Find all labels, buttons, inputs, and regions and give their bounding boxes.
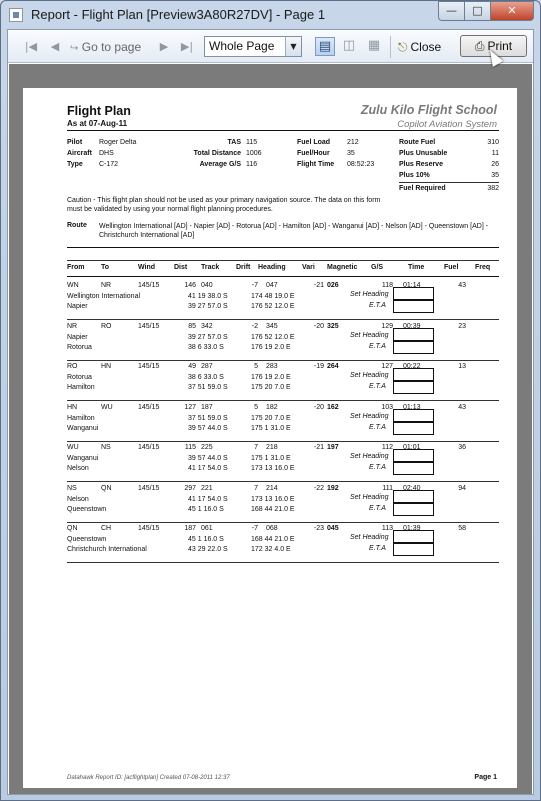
leg-from-latitude: 38 6 33.0 S [188,374,224,381]
set-heading-label: Set Heading [350,453,389,460]
leg-fuel: 58 [458,525,466,532]
leg-gs: 129 [381,322,393,330]
report-date: As at 07-Aug-11 [67,119,128,128]
set-heading-box [393,530,434,543]
col-header-from: From [67,264,85,271]
leg-from: HN [67,403,78,411]
type-label: Type [67,161,83,168]
minimize-button[interactable]: — [438,1,464,21]
footer-report-id: Datahawk Report ID: [acflightplan] Created 07-08-2011 12:37 [67,775,230,781]
leg-from-latitude: 41 17 54.0 S [188,495,228,503]
leg-from-longitude: 173 13 16.0 E [251,495,295,503]
leg-dist: 115 [184,444,196,451]
leg-from-name: Rotorua [67,374,92,381]
col-header-wind: Wind [138,264,156,271]
leg-drift: 7 [254,484,258,492]
leg-drift: 5 [254,403,258,411]
leg-wind: 145/15 [138,363,160,370]
aircraft-label: Aircraft [67,150,92,157]
leg-dist: 187 [184,525,196,532]
route-label: Route [67,222,87,229]
leg-track: 225 [201,444,213,451]
leg-from: WN [67,282,79,289]
window-title: Report - Flight Plan [Preview3A80R27DV] - Page 1 [31,7,326,22]
leg-wind: 145/15 [138,322,160,330]
leg-to-name: Wanganui [67,424,99,432]
leg-drift: -7 [251,525,258,532]
set-heading-label: Set Heading [350,291,389,298]
table-row [23,525,517,567]
eta-box [393,422,434,435]
tas-value: 115 [246,139,258,146]
leg-wind: 145/15 [138,403,160,411]
caution-text: Caution - This flight plan should not be used as your primary navigation source. The data on this form must be validated by using your normal flight planning procedures. [67,197,381,213]
leg-heading: 068 [266,525,278,532]
leg-gs: 112 [381,444,393,451]
plus-ten-percent-label: Plus 10% [399,172,430,179]
flight-time-label: Flight Time [297,161,335,168]
aircraft-value: DHS [99,150,114,157]
eta-label: E.T.A [369,423,386,431]
leg-dist: 297 [184,484,196,492]
leg-to: QN [101,484,112,492]
leg-from: RO [67,363,78,370]
preview-viewport[interactable] [9,64,532,794]
printer-icon: ⎙ [474,39,485,53]
chevron-down-icon: ▼ [285,37,301,56]
leg-vari: -19 [313,363,324,370]
leg-drift: -7 [251,282,258,289]
eta-box [393,300,434,313]
leg-to: NS [101,444,111,451]
set-heading-label: Set Heading [350,372,389,379]
leg-wind: 145/15 [138,525,160,532]
col-header-vari: Vari [302,264,315,271]
set-heading-box [393,490,434,503]
leg-from-longitude: 168 44 21.0 E [251,536,295,543]
title-bar[interactable] [1,1,540,29]
leg-to-latitude: 38 6 33.0 S [188,343,224,351]
leg-time: 01:14 [403,282,421,289]
school-name: Zulu Kilo Flight School [360,103,497,117]
set-heading-label: Set Heading [350,331,389,339]
leg-from: QN [67,525,78,532]
leg-fuel: 36 [458,444,466,451]
leg-from-latitude: 45 1 16.0 S [188,536,224,543]
set-heading-box [393,409,434,422]
leg-track: 061 [201,525,213,532]
leg-dist: 146 [184,282,196,289]
leg-drift: -2 [251,322,258,330]
plus-reserve-label: Plus Reserve [399,161,443,168]
print-button-label: Print [487,39,513,53]
average-gs-value: 116 [246,161,258,168]
plus-unusable-value: 11 [491,150,499,157]
door-exit-icon: ⎋ [398,40,408,54]
leg-to-latitude: 43 29 22.0 S [188,546,228,553]
toolbar-separator [390,36,391,58]
row-rule [67,562,499,563]
total-distance-label: Total Distance [193,150,241,157]
leg-heading: 214 [266,484,278,492]
leg-dist: 85 [188,322,196,330]
leg-magnetic: 192 [327,484,339,492]
leg-from-name: Queenstown [67,536,107,543]
leg-track: 221 [201,484,213,492]
leg-time: 00:22 [403,363,421,370]
leg-to-longitude: 173 13 16.0 E [251,465,295,472]
leg-to-longitude: 175 20 7.0 E [251,384,291,391]
leg-from-latitude: 41 19 38.0 S [188,293,228,300]
leg-to-latitude: 41 17 54.0 S [188,465,228,472]
leg-from-latitude: 39 57 44.0 S [188,455,228,462]
window-controls [438,1,534,21]
row-rule [67,441,499,442]
fuel-hour-label: Fuel/Hour [297,150,330,157]
plus-reserve-value: 26 [491,161,499,168]
go-to-page-button[interactable] [70,37,141,57]
leg-from: NR [67,322,78,330]
leg-magnetic: 045 [327,525,339,532]
table-rule [67,260,499,261]
leg-to-latitude: 45 1 16.0 S [188,505,224,513]
set-heading-label: Set Heading [350,493,389,501]
go-to-page-icon: ↪ [70,43,79,54]
route-value: Wellington International [AD] - Napier [AD] - Rotorua [AD] - Hamilton [AD] - Wanganui [AD] - Nelson [AD] - Queenstown [AD] - Christchurch International [AD] [99,223,489,239]
leg-to: RO [101,322,112,330]
eta-label: E.T.A [369,545,386,552]
leg-fuel: 13 [458,363,466,370]
row-rule [67,400,499,401]
leg-to-name: Queenstown [67,505,107,513]
two-page-view-icon[interactable]: ◫ [342,38,356,53]
col-header-heading: Heading [258,264,286,271]
client-area [7,29,534,795]
plus-unusable-label: Plus Unusable [399,150,448,157]
leg-from-latitude: 37 51 59.0 S [188,414,228,422]
leg-heading: 345 [266,322,278,330]
leg-drift: 5 [254,363,258,370]
leg-to-name: Napier [67,303,88,310]
leg-from-latitude: 39 27 57.0 S [188,333,228,341]
set-heading-box [393,328,434,341]
preview-toolbar [8,30,533,63]
table-row [23,485,517,527]
table-top-rule [67,247,499,248]
leg-to-name: Rotorua [67,343,92,351]
col-header-to: To [101,264,110,271]
col-header-time: Time [408,264,425,271]
leg-vari: -20 [313,322,324,330]
close-button-label: Close [410,40,442,54]
leg-time: 01:13 [403,403,421,411]
leg-to: WU [101,403,113,411]
leg-vari: -20 [313,403,324,411]
eta-box [393,341,434,354]
leg-wind: 145/15 [138,282,160,289]
leg-vari: -21 [313,444,324,451]
zoom-select-value: Whole Page [209,39,275,53]
leg-gs: 111 [382,484,393,492]
eta-label: E.T.A [369,383,386,390]
leg-time: 02:40 [403,484,421,492]
eta-label: E.T.A [369,464,386,471]
leg-fuel: 23 [458,322,466,330]
leg-track: 040 [201,282,213,289]
system-name: Copilot Aviation System [397,119,497,130]
leg-from-name: Nelson [67,495,89,503]
col-header-track: Track [201,264,220,271]
row-rule [67,481,499,482]
leg-to-longitude: 168 44 21.0 E [251,505,295,513]
leg-heading: 218 [266,444,278,451]
leg-gs: 127 [381,363,393,370]
previous-page-icon[interactable]: ◀ [50,40,60,53]
leg-from-longitude: 175 1 31.0 E [251,455,291,462]
col-header-magnetic: Magnetic [327,264,358,271]
leg-dist: 49 [188,363,196,370]
row-rule [67,522,499,523]
table-row [23,323,517,365]
close-window-button[interactable]: ✕ [490,1,534,21]
leg-magnetic: 197 [327,444,339,451]
leg-to-latitude: 39 57 44.0 S [188,424,228,432]
leg-to-longitude: 172 32 4.0 E [251,546,291,553]
close-button[interactable] [398,37,441,57]
report-title: Flight Plan [67,104,131,118]
leg-from-name: Napier [67,333,88,341]
leg-magnetic: 162 [327,403,339,411]
eta-label: E.T.A [369,302,386,309]
col-header-freq: Freq [475,264,491,271]
leg-heading: 182 [266,403,278,411]
leg-track: 287 [201,363,213,370]
flight-time-value: 08:52:23 [347,161,375,168]
table-row [23,404,517,446]
leg-magnetic: 026 [327,282,339,289]
leg-to-latitude: 37 51 59.0 S [188,384,228,391]
last-page-icon[interactable]: ▶| [180,40,194,53]
leg-to-name: Christchurch International [67,546,147,553]
col-header-fuel: Fuel [444,264,459,271]
leg-magnetic: 325 [327,322,339,330]
leg-track: 342 [201,322,213,330]
average-gs-label: Average G/S [199,161,241,168]
single-page-view-icon[interactable]: ▤ [315,37,335,56]
report-page [23,88,517,788]
table-row [23,363,517,405]
leg-from-longitude: 176 52 12.0 E [251,333,295,341]
leg-time: 00:39 [403,322,421,330]
row-rule [67,360,499,361]
footer-page-number: Page 1 [474,774,497,781]
plus-ten-percent-value: 35 [491,172,499,179]
fuel-total-rule [399,182,499,183]
table-row [23,282,517,324]
leg-to-latitude: 39 27 57.0 S [188,303,228,310]
go-to-page-label: Go to page [81,40,142,54]
first-page-icon[interactable]: |◀ [24,40,38,53]
leg-from-name: Hamilton [67,414,95,422]
leg-fuel: 43 [458,282,466,289]
leg-fuel: 43 [458,403,466,411]
col-header-gs: G/S [371,264,384,271]
leg-gs: 103 [381,403,393,411]
eta-box [393,381,434,394]
leg-to-longitude: 176 19 2.0 E [251,343,291,351]
leg-to: HN [101,363,112,370]
leg-to-name: Nelson [67,465,89,472]
leg-from-longitude: 175 20 7.0 E [251,414,291,422]
leg-vari: -21 [313,282,324,289]
leg-from-longitude: 174 48 19.0 E [251,293,295,300]
set-heading-label: Set Heading [350,412,389,420]
leg-track: 187 [201,403,213,411]
route-fuel-label: Route Fuel [399,139,436,146]
leg-from: NS [67,484,77,492]
app-icon [9,8,23,22]
fuel-required-value: 382 [487,185,499,192]
pilot-value: Roger Delta [99,139,137,146]
eta-label: E.T.A [369,342,386,350]
leg-to: CH [101,525,112,532]
type-value: C-172 [99,161,119,168]
col-header-drift: Drift [236,264,251,271]
set-heading-box [393,368,434,381]
leg-time: 01:01 [403,444,421,451]
leg-time: 01:39 [403,525,421,532]
multi-page-view-icon[interactable]: ▦ [367,38,381,53]
leg-magnetic: 264 [327,363,339,370]
leg-fuel: 94 [458,484,466,492]
leg-gs: 113 [381,525,393,532]
leg-vari: -22 [313,484,324,492]
leg-from-longitude: 176 19 2.0 E [251,374,291,381]
leg-heading: 047 [266,282,278,289]
set-heading-box [393,449,434,462]
leg-from-name: Wanganui [67,455,99,462]
total-distance-value: 1006 [246,150,262,157]
fuel-hour-value: 35 [347,150,355,157]
leg-to: NR [101,282,112,289]
leg-drift: 7 [254,444,258,451]
next-page-icon[interactable]: ▶ [159,40,169,53]
leg-to-longitude: 175 1 31.0 E [251,424,291,432]
leg-wind: 145/15 [138,484,160,492]
leg-vari: -23 [313,525,324,532]
eta-box [393,503,434,516]
route-fuel-value: 310 [487,139,499,146]
leg-wind: 145/15 [138,444,160,451]
eta-label: E.T.A [369,504,386,512]
leg-gs: 118 [381,282,393,289]
leg-to-name: Hamilton [67,384,95,391]
table-row [23,444,517,486]
zoom-select[interactable] [204,36,302,57]
eta-box [393,462,434,475]
leg-to-longitude: 176 52 12.0 E [251,303,295,310]
tas-label: TAS [227,139,241,146]
row-rule [67,319,499,320]
fuel-load-value: 212 [347,139,359,146]
header-rule [67,130,499,131]
fuel-load-label: Fuel Load [297,139,331,146]
eta-box [393,543,434,556]
leg-from: WU [67,444,79,451]
maximize-button[interactable]: □ [464,1,490,21]
fuel-required-label: Fuel Required [399,185,446,192]
set-heading-box [393,287,434,300]
leg-heading: 283 [266,363,278,370]
pilot-label: Pilot [67,139,83,146]
leg-dist: 127 [184,403,196,411]
leg-from-name: Wellington International [67,293,141,300]
col-header-dist: Dist [174,264,188,271]
header-bottom-rule [67,276,499,277]
set-heading-label: Set Heading [350,534,389,541]
